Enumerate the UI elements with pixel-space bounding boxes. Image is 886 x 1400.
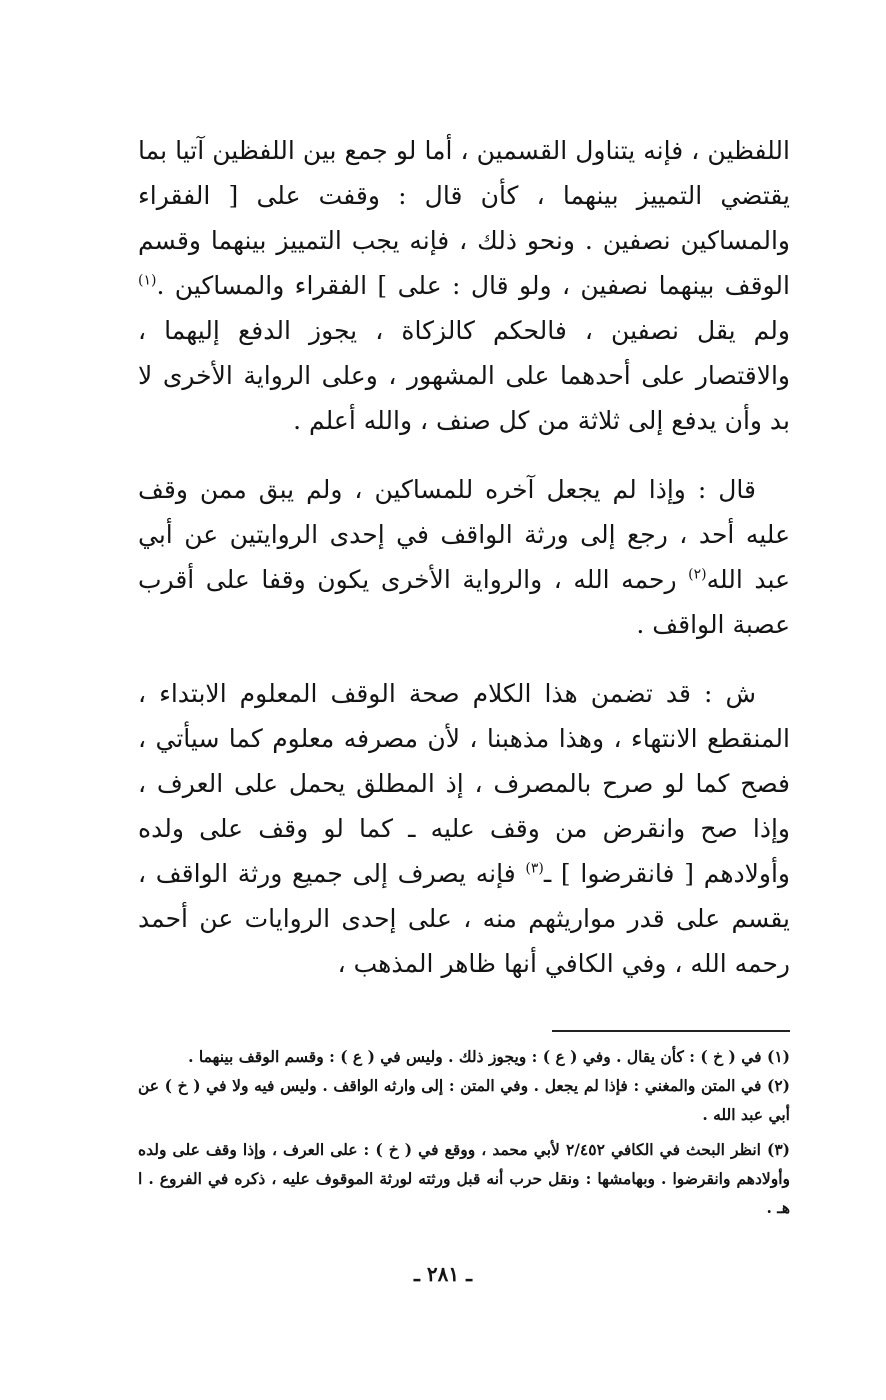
footnote-3: (٣) انظر البحث في الكافي ٢/٤٥٢ لأبي محمد ، ووقع في ( خ ) : على العرف ، وإذا وقف على ولده وأولادهم وانقرضوا . وبهامشها : ونقل حرب أنه قبل ورثته لورثة الموقوف عليه ، ذكره في الفروع . ا هـ . — [138, 1140, 790, 1217]
footnote-ref-2: (٢) — [688, 566, 707, 583]
paragraph-2-continuation: رحمه الله ، والرواية الأخرى يكون وقفا على أقرب عصبة الواقف . — [138, 565, 790, 639]
page-body — [138, 128, 791, 1217]
paragraph-gap — [138, 647, 790, 671]
paragraph-1-continuation: ولم يقل نصفين ، فالحكم كالزكاة ، يجوز الدفع إليهما ، والاقتصار على أحدهما على المشهور ، وعلى الرواية الأخرى لا بد وأن يدفع إلى ثلاثة من كل صنف ، والله أعلم . — [138, 316, 790, 435]
paragraph-3-continuation: فإنه يصرف إلى جميع ورثة الواقف ، يقسم على قدر مواريثهم منه ، على إحدى الروايات عن أحمد رحمه الله ، وفي الكافي أنها ظاهر المذهب ، — [138, 859, 790, 978]
paragraph-2 — [138, 467, 790, 647]
footnotes — [138, 1042, 790, 1222]
paragraph-3 — [138, 671, 790, 986]
footnote-separator — [552, 1030, 790, 1032]
page-number: ـ ٢٨١ ـ — [414, 1262, 472, 1286]
footnote-1: (١) في ( خ ) : كأن يقال . وفي ( ع ) : ويجوز ذلك . وليس في ( ع ) : وقسم الوقف بينهما . — [188, 1047, 790, 1066]
paragraph-1-text: اللفظين ، فإنه يتناول القسمين ، أما لو جمع بين اللفظين آتيا بما يقتضي التمييز بينهما ، كأن قال : وقفت على [ الفقراء والمساكين نصفين . ونحو ذلك ، فإنه يجب التمييز بينهما وقسم الوقف بينهما نصفين ، ولو قال : على ] الفقراء والمساكين . — [138, 136, 790, 300]
footnote-ref-1: (١) — [138, 272, 157, 289]
footnote-ref-3: (٣) — [525, 860, 544, 877]
footnote-2: (٢) في المتن والمغني : فإذا لم يجعل . وفي المتن : إلى وارثه الواقف . وليس فيه ولا في ( خ ) عن أبي عبد الله . — [138, 1076, 790, 1124]
paragraph-3-text: ش : قد تضمن هذا الكلام صحة الوقف المعلوم الابتداء ، المنقطع الانتهاء ، وهذا مذهبنا ، لأن مصرفه معلوم كما سيأتي ، فصح كما لو صرح بالمصرف ، إذ المطلق يحمل على العرف ، وإذا صح وانقرض من وقف عليه ـ كما لو وقف على ولده وأولادهم [ فانقرضوا ] ـ — [138, 679, 791, 888]
paragraph-1 — [138, 128, 790, 443]
paragraph-gap — [138, 443, 790, 467]
paragraph-2-text: قال : وإذا لم يجعل آخره للمساكين ، ولم يبق ممن وقف عليه أحد ، رجع إلى ورثة الواقف في إحدى الروايتين عن أبي عبد الله — [138, 475, 790, 594]
